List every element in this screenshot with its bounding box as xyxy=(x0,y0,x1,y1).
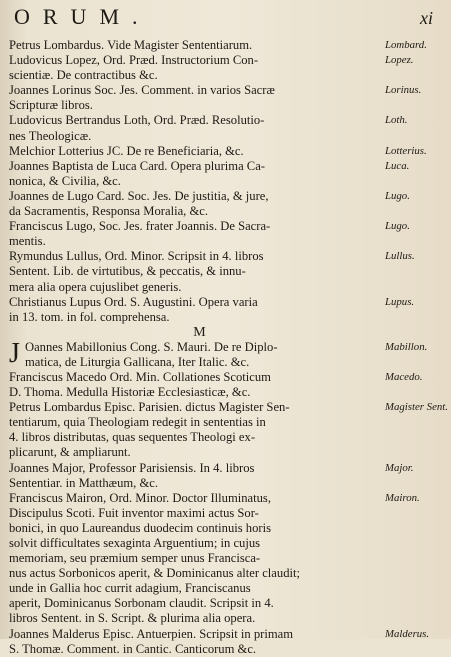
entry-line: in 13. tom. in fol. comprehensa. xyxy=(9,309,170,324)
margin-note: Macedo. xyxy=(385,370,423,383)
margin-note: Lombard. xyxy=(385,39,427,51)
entry-line: scientiæ. De contractibus &c. xyxy=(9,68,158,83)
index-entry xyxy=(9,38,445,53)
index-entry xyxy=(9,144,445,159)
margin-note: Lugo. xyxy=(385,220,410,233)
entry-line: solvit difficultates sexaginta Arguentium; in cujus xyxy=(9,536,261,550)
entry-text xyxy=(9,83,381,113)
entry-line: matica, de Liturgia Gallicana, Iter Italic. &c. xyxy=(25,354,250,369)
index-entry xyxy=(9,53,445,83)
entry-text xyxy=(9,53,381,83)
entry-text xyxy=(9,295,381,325)
entry-line: nonica, & Civilia, &c. xyxy=(9,173,121,188)
index-entry xyxy=(9,627,445,657)
entry-line: tentiarum, quia Theologiam redegit in sententias in xyxy=(9,415,266,430)
entry-text xyxy=(9,627,381,657)
entry-line: Franciscus Macedo Ord. Min. Collationes Scoticum xyxy=(9,369,271,384)
margin-note: Lugo. xyxy=(385,189,410,202)
entry-line: Sentent. Lib. de virtutibus, & peccatis, & innu- xyxy=(9,264,246,279)
running-title: ORUM. xyxy=(14,4,151,29)
entry-line: Sententiar. in Matthæum, &c. xyxy=(9,475,159,490)
entry-line: Joannes Major, Professor Parisiensis. In 4. libros xyxy=(9,460,255,475)
index-entry xyxy=(9,295,445,325)
entry-line: unde in Gallia hoc currit adagium, Franciscanus xyxy=(9,581,251,596)
margin-note: Lotterius. xyxy=(385,144,427,157)
entry-line: Franciscus Mairon, Ord. Minor. Doctor Illuminatus, xyxy=(9,490,271,505)
entry-line: Franciscus Lugo, Soc. Jes. frater Joannis. De Sacra- xyxy=(9,219,271,234)
margin-note: Lupus. xyxy=(385,295,415,308)
margin-note: Magister Sent. xyxy=(385,401,448,414)
entry-line: Ludovicus Bertrandus Loth, Ord. Præd. Resolutio- xyxy=(9,113,265,128)
index-entry xyxy=(9,461,445,491)
section-letter: M xyxy=(193,324,206,340)
entry-line: Oannes Mabillonius Cong. S. Mauri. De re Diplo- xyxy=(25,339,278,354)
entry-line: Rymundus Lullus, Ord. Minor. Scripsit in 4. libros xyxy=(9,249,264,264)
entry-line: S. Thomæ. Comment. in Cantic. Canticorum &c. xyxy=(9,641,257,656)
entry-text xyxy=(9,337,381,370)
index-entry xyxy=(9,219,445,249)
margin-note: Lopez. xyxy=(385,54,414,67)
entry-line: libros Sentent. in S. Script. & plurima alia opera. xyxy=(9,611,256,626)
entry-text xyxy=(9,370,381,400)
margin-note: Loth. xyxy=(385,114,408,127)
entry-line: Joannes Malderus Episc. Antuerpien. Scripsit in primam xyxy=(9,626,294,641)
index-entry xyxy=(9,113,445,143)
entry-text xyxy=(9,491,381,627)
index-entry xyxy=(9,83,445,113)
entry-line: Joannes Lorinus Soc. Jes. Comment. in varios Sacræ xyxy=(9,83,275,98)
index-entries-l xyxy=(9,38,445,325)
entry-line: Melchior Lotterius JC. De re Beneficiaria, &c. xyxy=(9,143,244,158)
entry-line: Petrus Lombardus. Vide Magister Sententiarum. xyxy=(9,38,253,52)
entry-text xyxy=(9,38,381,53)
entry-text xyxy=(9,400,381,460)
entry-line: da Sacramentis, Responsa Moralia, &c. xyxy=(9,204,208,219)
index-entry xyxy=(9,491,445,627)
entry-line: aperit, Dominicanus Sorbonam claudit. Scripsit in 4. xyxy=(9,596,274,611)
index-entries-m xyxy=(9,369,448,657)
index-entry xyxy=(9,337,445,370)
margin-note: Luca. xyxy=(385,159,410,172)
entry-line: mera alia opera cujuslibet generis. xyxy=(9,279,182,294)
index-entry xyxy=(9,370,445,400)
entry-text xyxy=(9,144,381,159)
index-entry xyxy=(9,400,448,460)
entry-text xyxy=(9,159,381,189)
margin-note: Mairon. xyxy=(385,491,420,504)
entry-text xyxy=(9,219,381,249)
entry-text xyxy=(9,461,381,491)
margin-note: Lorinus. xyxy=(385,84,422,97)
entry-line: D. Thoma. Medulla Historiæ Ecclesiasticæ, &c. xyxy=(9,385,251,400)
margin-note: Major. xyxy=(385,461,414,474)
index-entry xyxy=(9,189,445,219)
drop-cap: J xyxy=(9,337,20,369)
entry-line: nes Theologicæ. xyxy=(9,128,92,143)
entry-text xyxy=(9,189,381,219)
page-header xyxy=(9,2,445,32)
entry-line: memoriam, seu præmium semper unus Francisca- xyxy=(9,551,261,566)
index-entry xyxy=(9,159,445,189)
entry-line: nus actus Sorbonicos aperit, & Dominicanus alter claudit; xyxy=(9,566,300,581)
index-entry xyxy=(9,249,445,294)
entry-line: Scripturæ libros. xyxy=(9,98,93,113)
margin-note: Lullus. xyxy=(385,250,415,263)
entry-line: Petrus Lombardus Episc. Parisien. dictus Magister Sen- xyxy=(9,400,290,415)
entry-line: Discipulus Scoti. Fuit inventor maximi actus Sor- xyxy=(9,505,259,520)
entry-line: 4. libros distributas, quas sequentes Theologi ex- xyxy=(9,430,256,445)
margin-note: Malderus. xyxy=(385,627,430,640)
entry-line: Joannes de Lugo Card. Soc. Jes. De justitia, & jure, xyxy=(9,188,269,203)
entry-line: plicarunt, & ampliarunt. xyxy=(9,445,131,460)
entry-line: bonici, in quo Laureandus duodecim continuis horis xyxy=(9,520,271,535)
entry-line: Ludovicus Lopez, Ord. Præd. Instructorium Con- xyxy=(9,53,259,68)
entry-line: Joannes Baptista de Luca Card. Opera plurima Ca- xyxy=(9,158,265,173)
entry-line: Christianus Lupus Ord. S. Augustini. Opera varia xyxy=(9,294,258,309)
margin-note: Mabillon. xyxy=(385,340,428,353)
page-number: xi xyxy=(420,8,433,28)
entry-line: mentis. xyxy=(9,234,46,249)
entry-text xyxy=(9,249,381,294)
entry-text xyxy=(9,113,381,143)
